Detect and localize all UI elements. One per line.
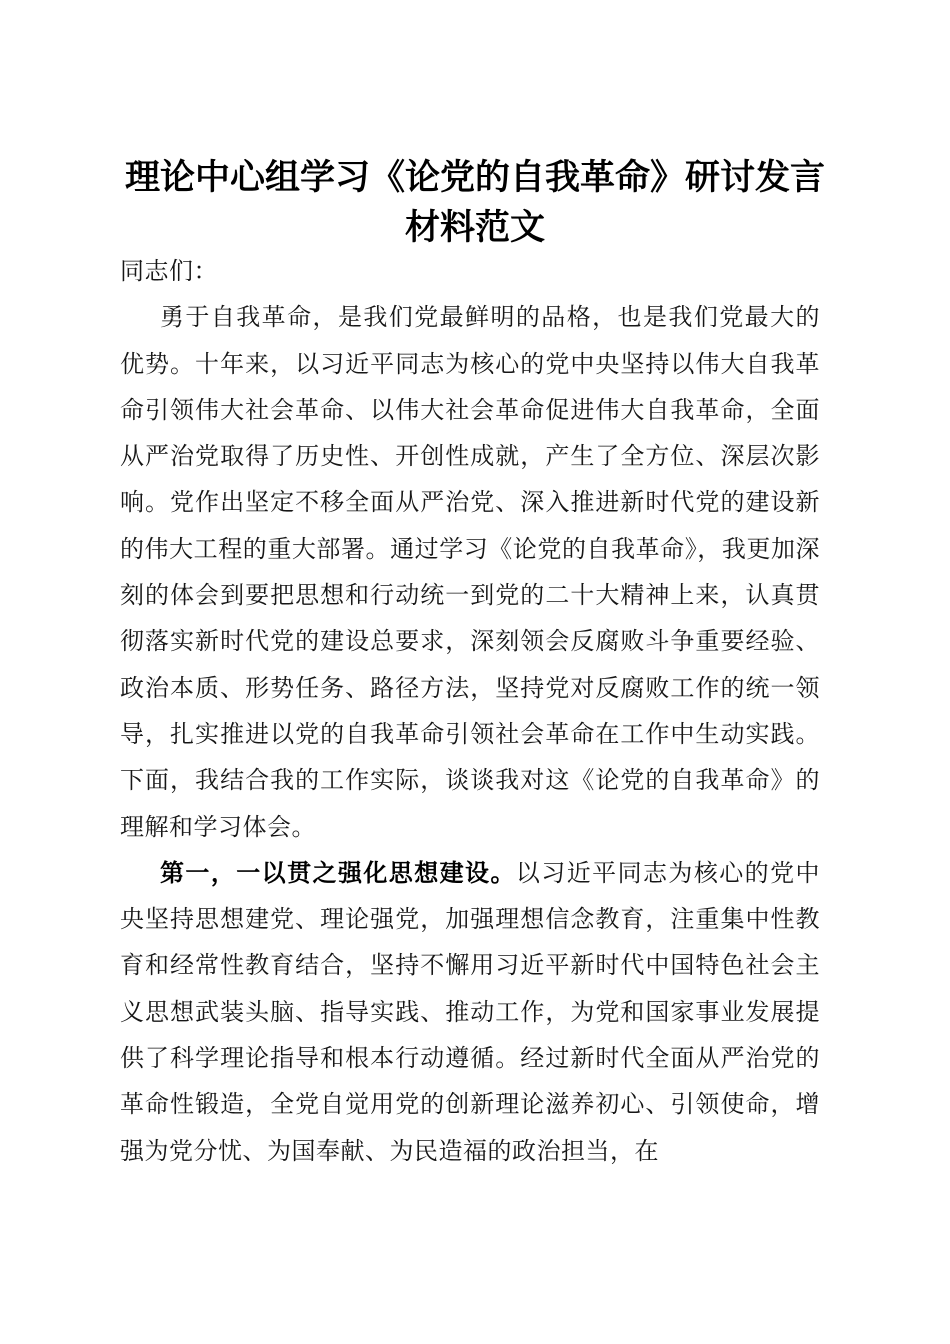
paragraph-1: 勇于自我革命，是我们党最鲜明的品格，也是我们党最大的优势。十年来，以习近平同志为核心的党中央坚持以伟大自我革命引领伟大社会革命、以伟大社会革命促进伟大自我革命，全面从严治党取得了历史性、开创性成就，产生了全方位、深层次影响。党作出坚定不移全面从严治党、深入推进新时代党的建设新的伟大工程的重大部署。通过学习《论党的自我革命》，我更加深刻的体会到要把思想和行动统一到党的二十大精神上来，认真贯彻落实新时代党的建设总要求，深刻领会反腐败斗争重要经验、政治本质、形势任务、路径方法，坚持党对反腐败工作的统一领导，扎实推进以党的自我革命引领社会革命在工作中生动实践。下面，我结合我的工作实际，谈谈我对这《论党的自我革命》的理解和学习体会。 (120, 303, 820, 841)
paragraph-2-text: 以习近平同志为核心的党中央坚持思想建党、理论强党，加强理想信念教育，注重集中性教育和经常性教育结合，坚持不懈用习近平新时代中国特色社会主义思想武装头脑、指导实践、推动工作，为党和国家事业发展提供了科学理论指导和根本行动遵循。经过新时代全面从严治党的革命性锻造，全党自觉用党的创新理论滋养初心、引领使命，增强为党分忧、为国奉献、为民造福的政治担当，在 (120, 858, 821, 1165)
document-title (100, 153, 850, 253)
salutation: 同志们： (120, 257, 218, 285)
document-body (120, 248, 820, 1174)
title-line-2: 材料范文 (404, 207, 545, 249)
title-line-1: 理论中心组学习《论党的自我革命》研讨发言 (124, 157, 825, 199)
paragraph-2 (120, 850, 820, 1174)
paragraph-2-heading: 第一，一以贯之强化思想建设。 (160, 857, 516, 887)
